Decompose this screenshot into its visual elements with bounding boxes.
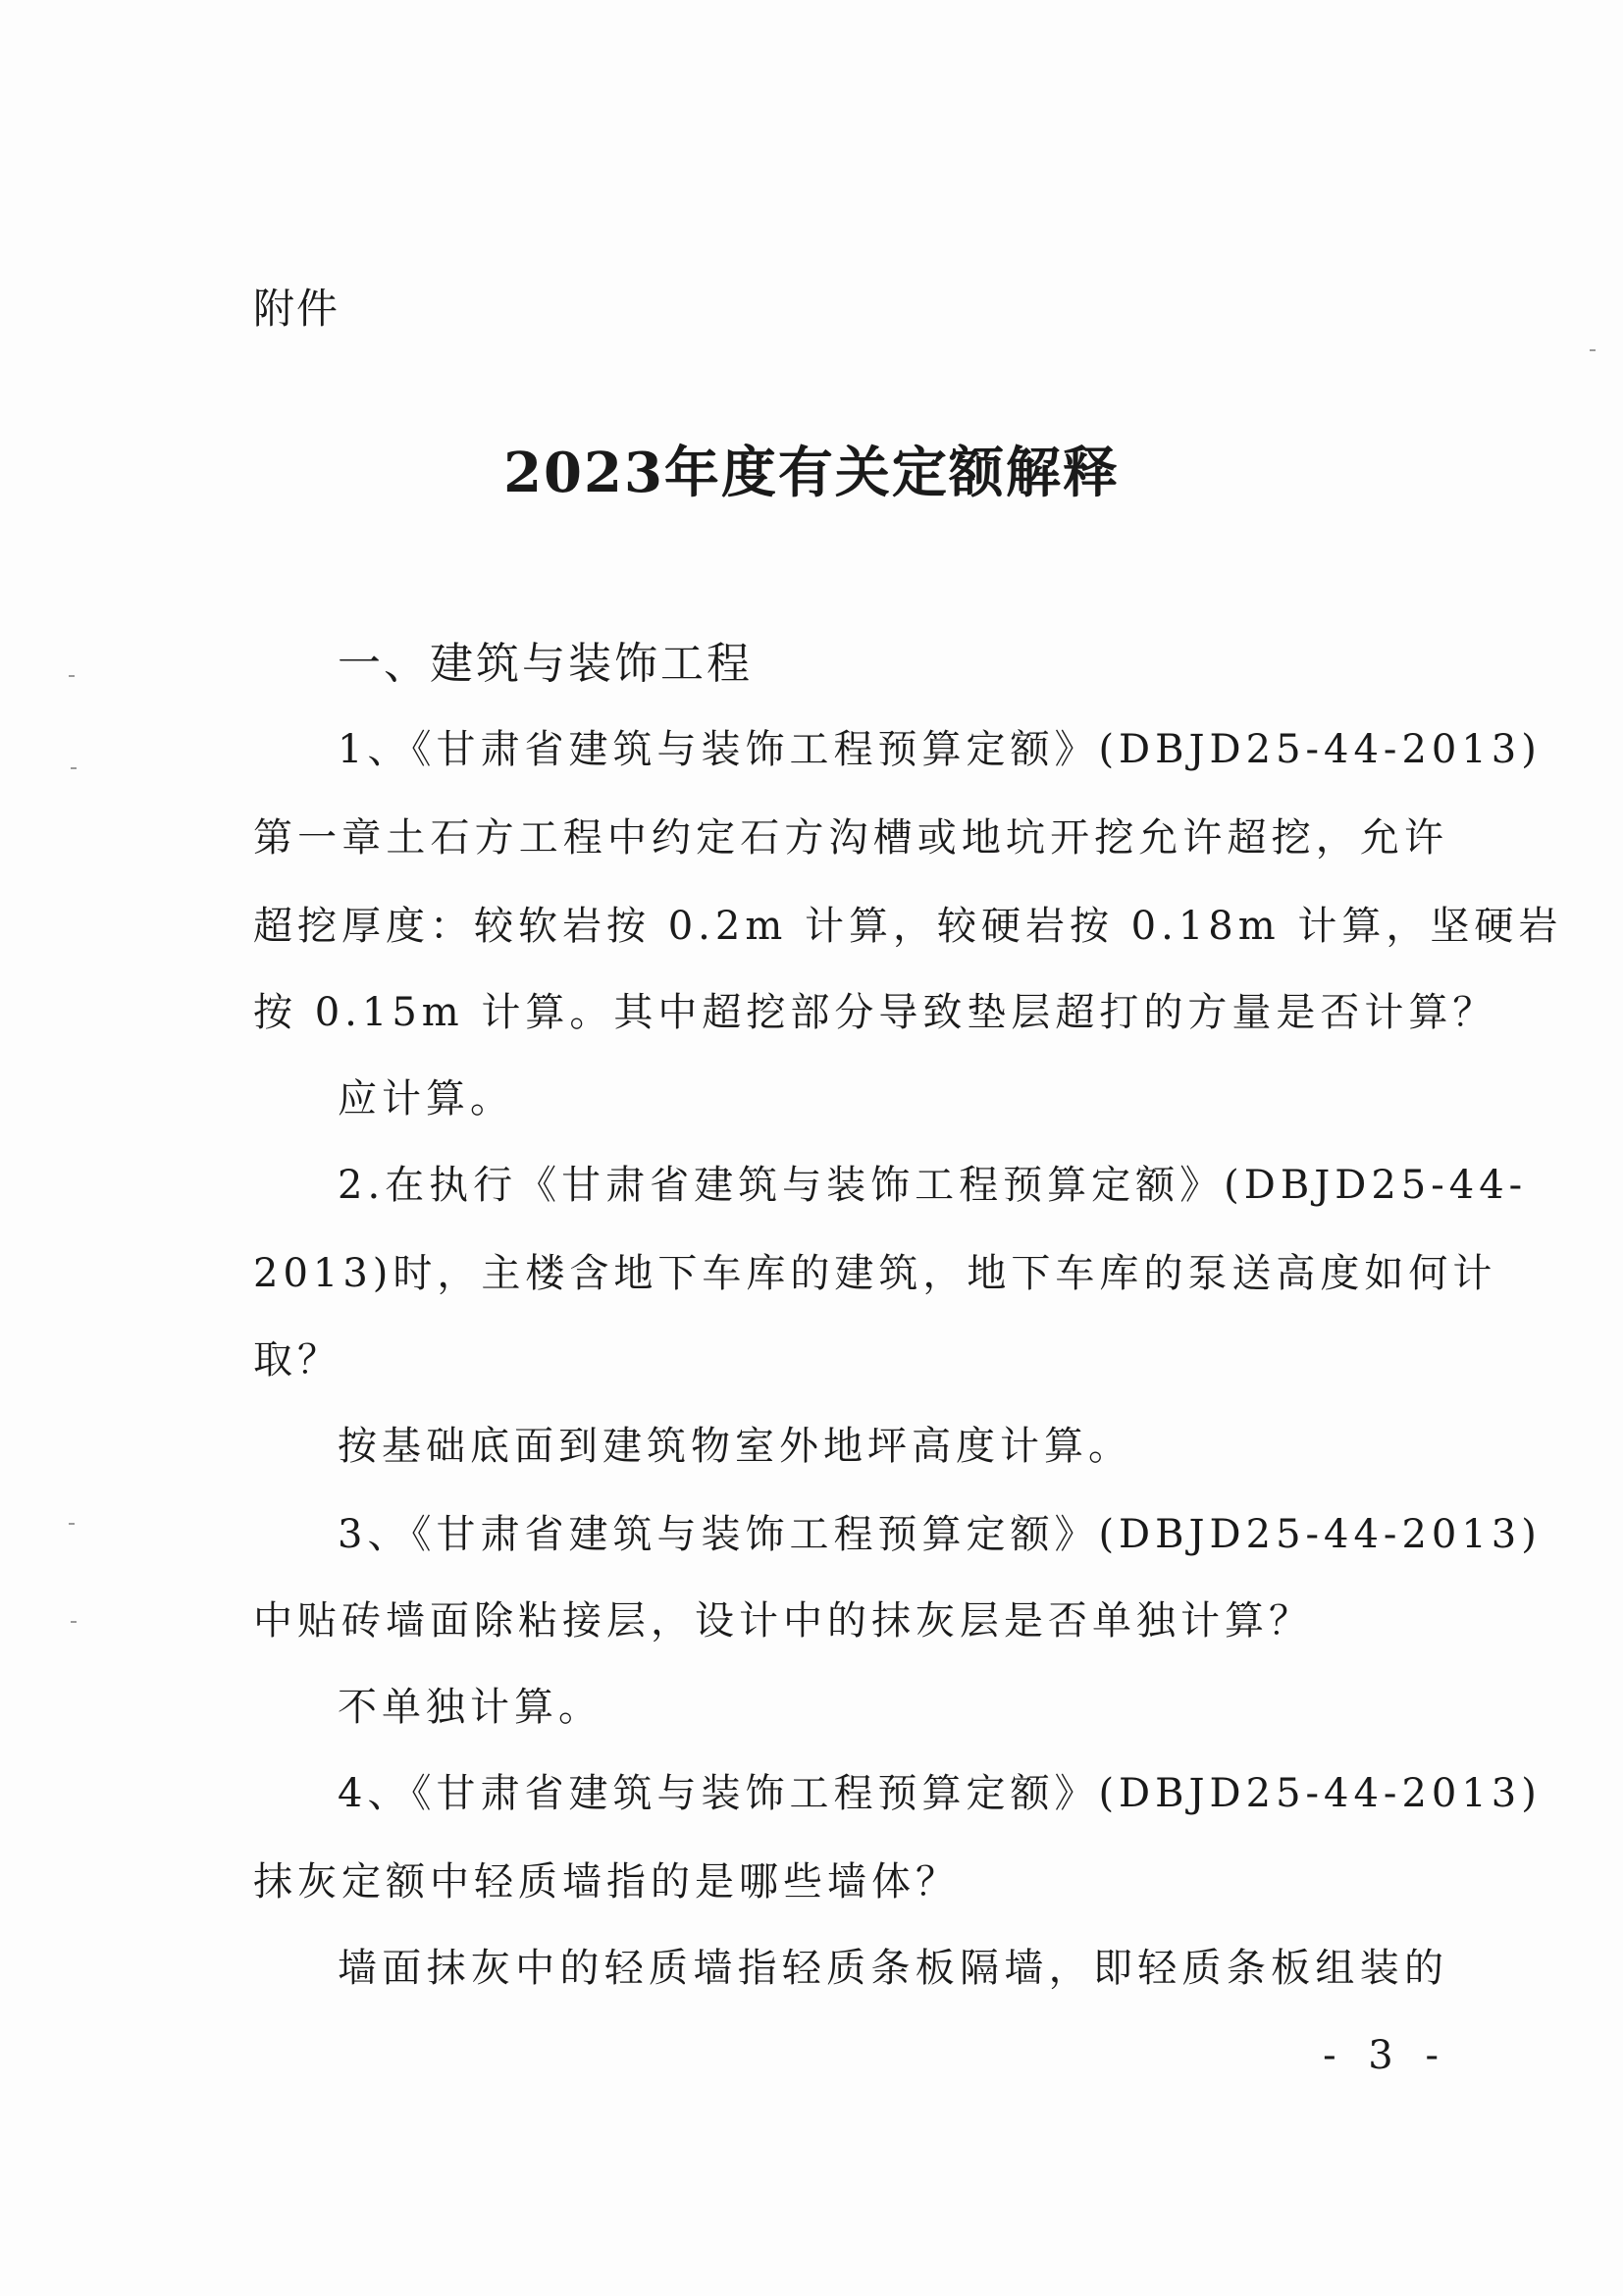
answer-3: 不单独计算。 xyxy=(338,1685,602,1730)
question-2-line-3: 取？ xyxy=(253,1337,341,1383)
answer-2: 按基础底面到建筑物室外地坪高度计算。 xyxy=(338,1424,1132,1469)
scan-mark xyxy=(1590,349,1596,351)
question-4-line-1: 4、《甘肃省建筑与装饰工程预算定额》(DBJD25-44-2013) xyxy=(338,1771,1542,1816)
question-2-line-2: 2013)时，主楼含地下车库的建筑，地下车库的泵送高度如何计 xyxy=(253,1251,1497,1296)
question-1-line-2: 第一章土石方工程中约定石方沟槽或地坑开挖允许超挖，允许 xyxy=(253,815,1448,861)
scan-mark xyxy=(69,1523,75,1525)
attachment-label: 附件 xyxy=(253,285,340,333)
question-3-line-1: 3、《甘肃省建筑与装饰工程预算定额》(DBJD25-44-2013) xyxy=(338,1512,1542,1557)
page-number: - 3 - xyxy=(1323,2033,1448,2078)
question-1-line-4: 按 0.15m 计算。其中超挖部分导致垫层超打的方量是否计算？ xyxy=(253,990,1497,1035)
question-4-line-2: 抹灰定额中轻质墙指的是哪些墙体？ xyxy=(253,1859,960,1905)
question-1-line-1: 1、《甘肃省建筑与装饰工程预算定额》(DBJD25-44-2013) xyxy=(338,727,1542,772)
answer-4-line-1: 墙面抹灰中的轻质墙指轻质条板隔墙，即轻质条板组装的 xyxy=(338,1946,1448,1991)
question-1-line-3: 超挖厚度：较软岩按 0.2m 计算，较硬岩按 0.18m 计算，坚硬岩 xyxy=(253,904,1563,949)
document-title: 2023年度有关定额解释 xyxy=(503,441,1120,505)
answer-1: 应计算。 xyxy=(338,1076,514,1122)
question-3-line-2: 中贴砖墙面除粘接层，设计中的抹灰层是否单独计算？ xyxy=(253,1598,1313,1644)
scan-mark xyxy=(69,675,75,677)
scan-mark xyxy=(71,1621,77,1623)
scan-mark xyxy=(71,767,77,769)
section-heading: 一、建筑与装饰工程 xyxy=(338,639,753,689)
question-2-line-1: 2.在执行《甘肃省建筑与装饰工程预算定额》(DBJD25-44- xyxy=(338,1163,1528,1208)
